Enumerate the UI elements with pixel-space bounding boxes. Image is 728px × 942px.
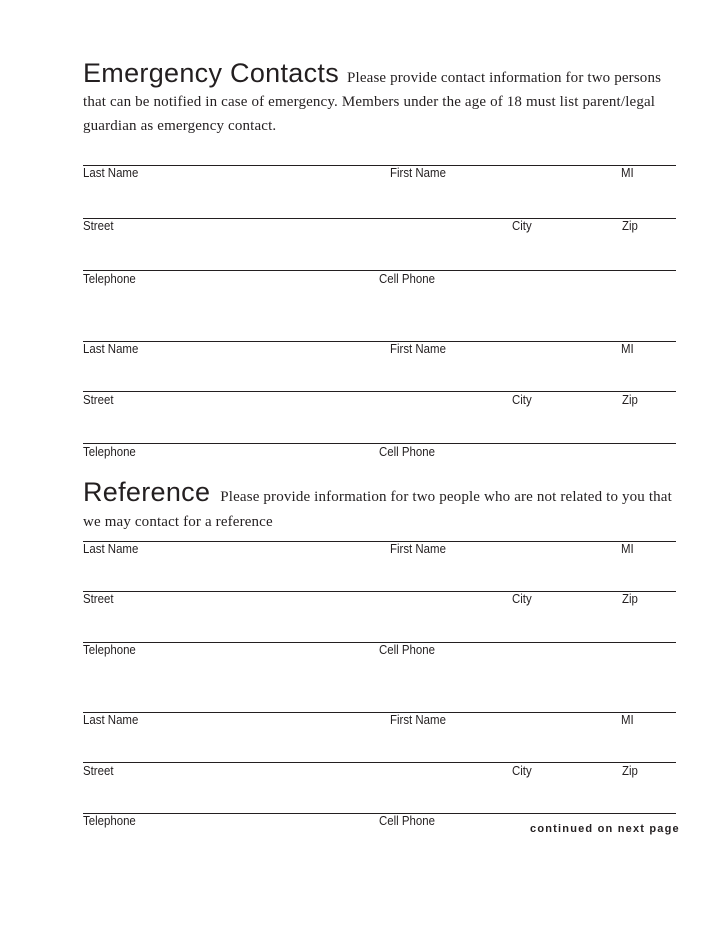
telephone-label: Telephone [83,642,136,657]
emergency-contacts-title: Emergency Contacts [83,58,340,88]
reference-title: Reference [83,477,211,507]
telephone-label: Telephone [83,813,136,828]
zip-label: Zip [622,218,638,233]
city-label: City [512,763,532,778]
form-rule [83,591,676,592]
cell-phone-label: Cell Phone [379,271,435,286]
reference-heading [83,477,678,535]
form-rule [83,712,676,713]
first-name-label: First Name [390,541,446,556]
street-label: Street [83,763,114,778]
last-name-label: Last Name [83,165,139,180]
continued-on-next-page-note: continued on next page [530,823,680,835]
first-name-label: First Name [390,341,446,356]
reference-intro: Please provide information for two people who are not related to you that we may contact for a reference [83,489,672,530]
cell-phone-label: Cell Phone [379,444,435,459]
street-label: Street [83,591,114,606]
cell-phone-label: Cell Phone [379,813,435,828]
zip-label: Zip [622,591,638,606]
mi-label: MI [621,341,634,356]
zip-label: Zip [622,392,638,407]
form-rule [83,541,676,542]
city-label: City [512,218,532,233]
zip-label: Zip [622,763,638,778]
street-label: Street [83,392,114,407]
street-label: Street [83,218,114,233]
telephone-label: Telephone [83,444,136,459]
mi-label: MI [621,541,634,556]
first-name-label: First Name [390,165,446,180]
city-label: City [512,392,532,407]
cell-phone-label: Cell Phone [379,642,435,657]
form-rule [83,218,676,219]
form-rule [83,762,676,763]
form-rule [83,341,676,342]
mi-label: MI [621,712,634,727]
form-rule [83,165,676,166]
telephone-label: Telephone [83,271,136,286]
form-rule [83,391,676,392]
last-name-label: Last Name [83,341,139,356]
last-name-label: Last Name [83,541,139,556]
emergency-contacts-intro: Please provide contact information for two persons that can be notified in case of emergency. Members under the age of 18 must list parent/legal guardian as emergency contact. [83,70,662,134]
first-name-label: First Name [390,712,446,727]
mi-label: MI [621,165,634,180]
last-name-label: Last Name [83,712,139,727]
city-label: City [512,591,532,606]
emergency-contacts-heading [83,58,678,138]
